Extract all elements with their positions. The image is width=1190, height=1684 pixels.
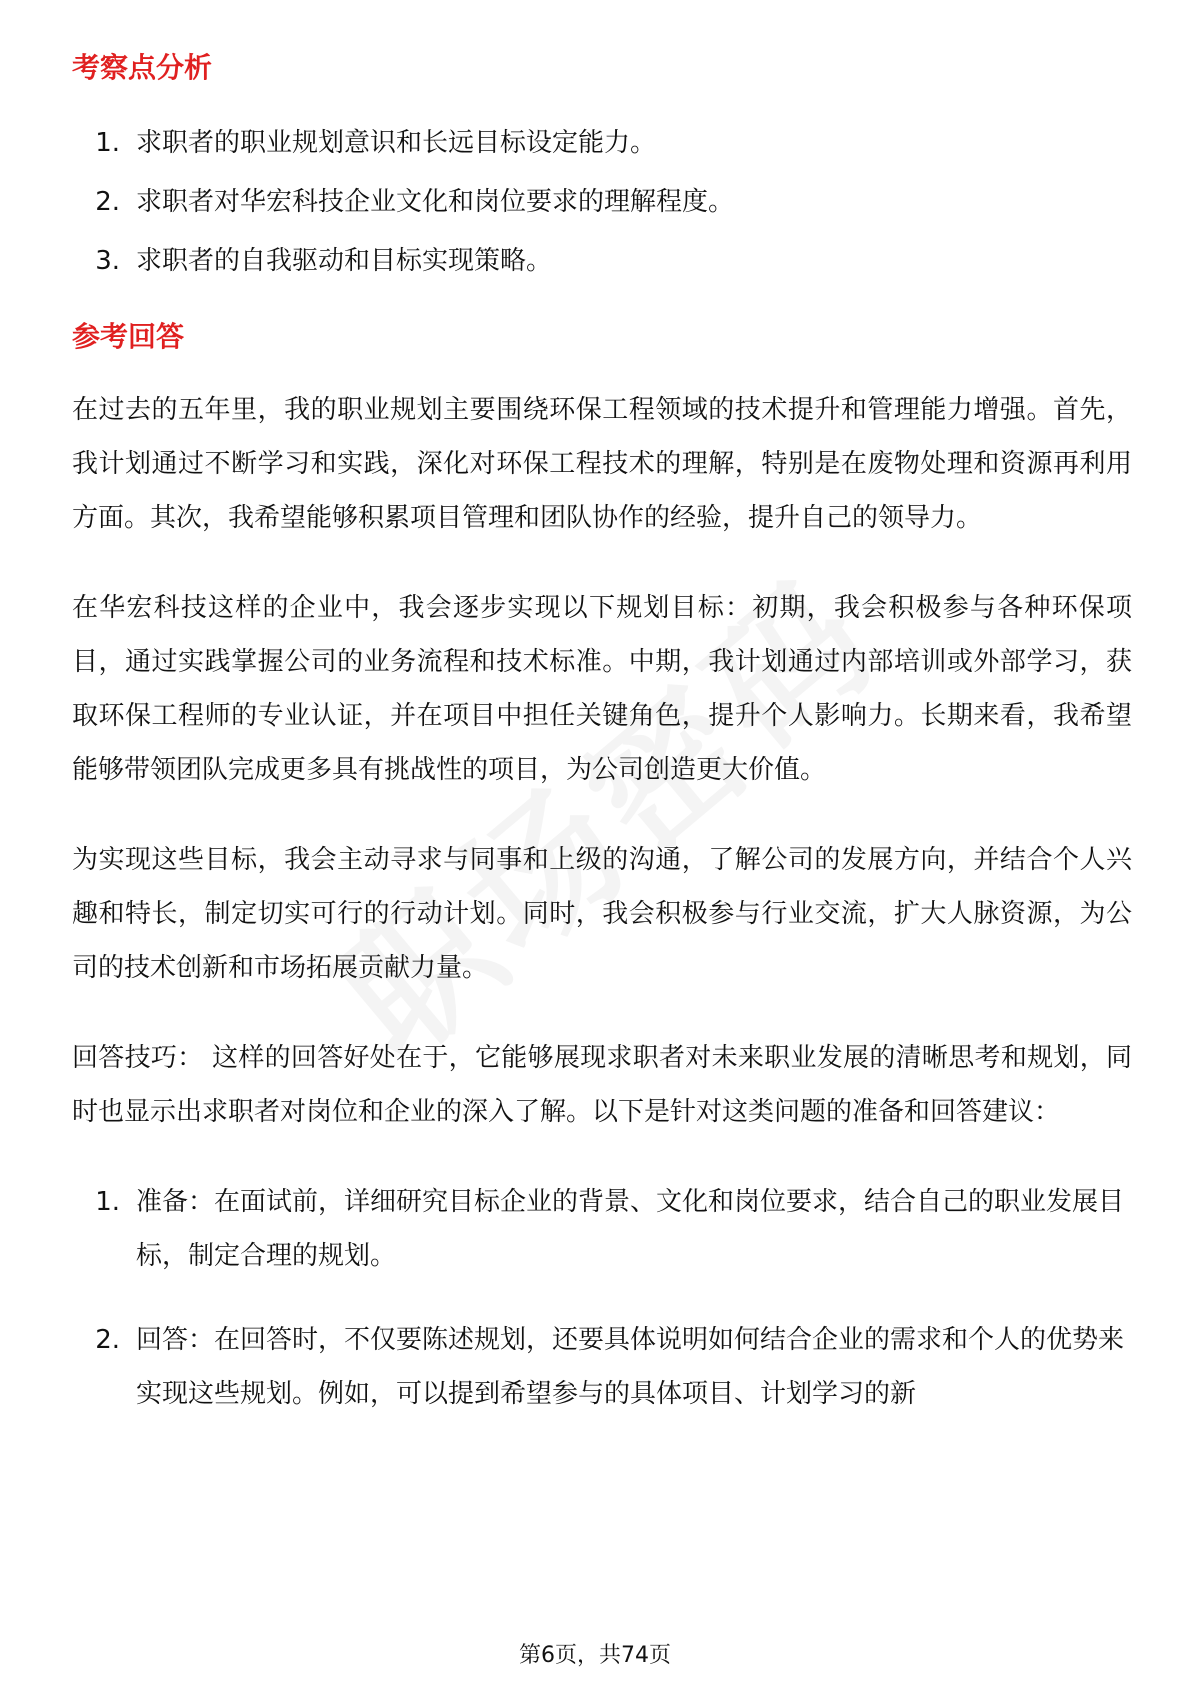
answer-paragraph: 在过去的五年里，我的职业规划主要围绕环保工程领域的技术提升和管理能力增强。首先，我计划通过不断学习和实践，深化对环保工程技术的理解，特别是在废物处理和资源再利用方面。其次，我希望能够积累项目管理和团队协作的经验，提升自己的领导力。 bbox=[72, 395, 1132, 533]
section-title-answer: 参考回答 bbox=[72, 320, 185, 353]
analysis-list bbox=[72, 114, 1132, 291]
tips-list bbox=[72, 1175, 1132, 1421]
list-text: 求职者的职业规划意识和长远目标设定能力。 bbox=[136, 128, 657, 158]
list-item bbox=[72, 232, 1132, 291]
list-number: 2. bbox=[95, 1325, 120, 1355]
list-item bbox=[72, 114, 1132, 173]
section-title-analysis: 考察点分析 bbox=[72, 51, 213, 84]
list-number: 1. bbox=[95, 1187, 120, 1217]
tips-intro-paragraph: 回答技巧： 这样的回答好处在于，它能够展现求职者对未来职业发展的清晰思考和规划，同时也显示出求职者对岗位和企业的深入了解。以下是针对这类问题的准备和回答建议： bbox=[72, 1043, 1132, 1127]
list-item bbox=[72, 1175, 1132, 1283]
list-number: 3. bbox=[95, 246, 120, 276]
content bbox=[72, 48, 1132, 1421]
list-text: 求职者对华宏科技企业文化和岗位要求的理解程度。 bbox=[136, 187, 735, 217]
list-text: 回答：在回答时，不仅要陈述规划，还要具体说明如何结合企业的需求和个人的优势来实现这些规划。例如，可以提到希望参与的具体项目、计划学习的新 bbox=[136, 1325, 1125, 1409]
list-text: 准备：在面试前，详细研究目标企业的背景、文化和岗位要求，结合自己的职业发展目标，制定合理的规划。 bbox=[136, 1187, 1125, 1271]
list-text: 求职者的自我驱动和目标实现策略。 bbox=[136, 246, 553, 276]
answer-paragraph: 为实现这些目标，我会主动寻求与同事和上级的沟通，了解公司的发展方向，并结合个人兴趣和特长，制定切实可行的行动计划。同时，我会积极参与行业交流，扩大人脉资源，为公司的技术创新和市场拓展贡献力量。 bbox=[72, 845, 1132, 983]
answer-paragraph: 在华宏科技这样的企业中，我会逐步实现以下规划目标：初期，我会积极参与各种环保项目，通过实践掌握公司的业务流程和技术标准。中期，我计划通过内部培训或外部学习，获取环保工程师的专业认证，并在项目中担任关键角色，提升个人影响力。长期来看，我希望能够带领团队完成更多具有挑战性的项目，为公司创造更大价值。 bbox=[72, 593, 1132, 785]
list-number: 2. bbox=[95, 187, 120, 217]
page-number: 第6页，共74页 bbox=[519, 1643, 671, 1668]
list-number: 1. bbox=[95, 128, 120, 158]
list-item bbox=[72, 1313, 1132, 1421]
list-item bbox=[72, 173, 1132, 232]
